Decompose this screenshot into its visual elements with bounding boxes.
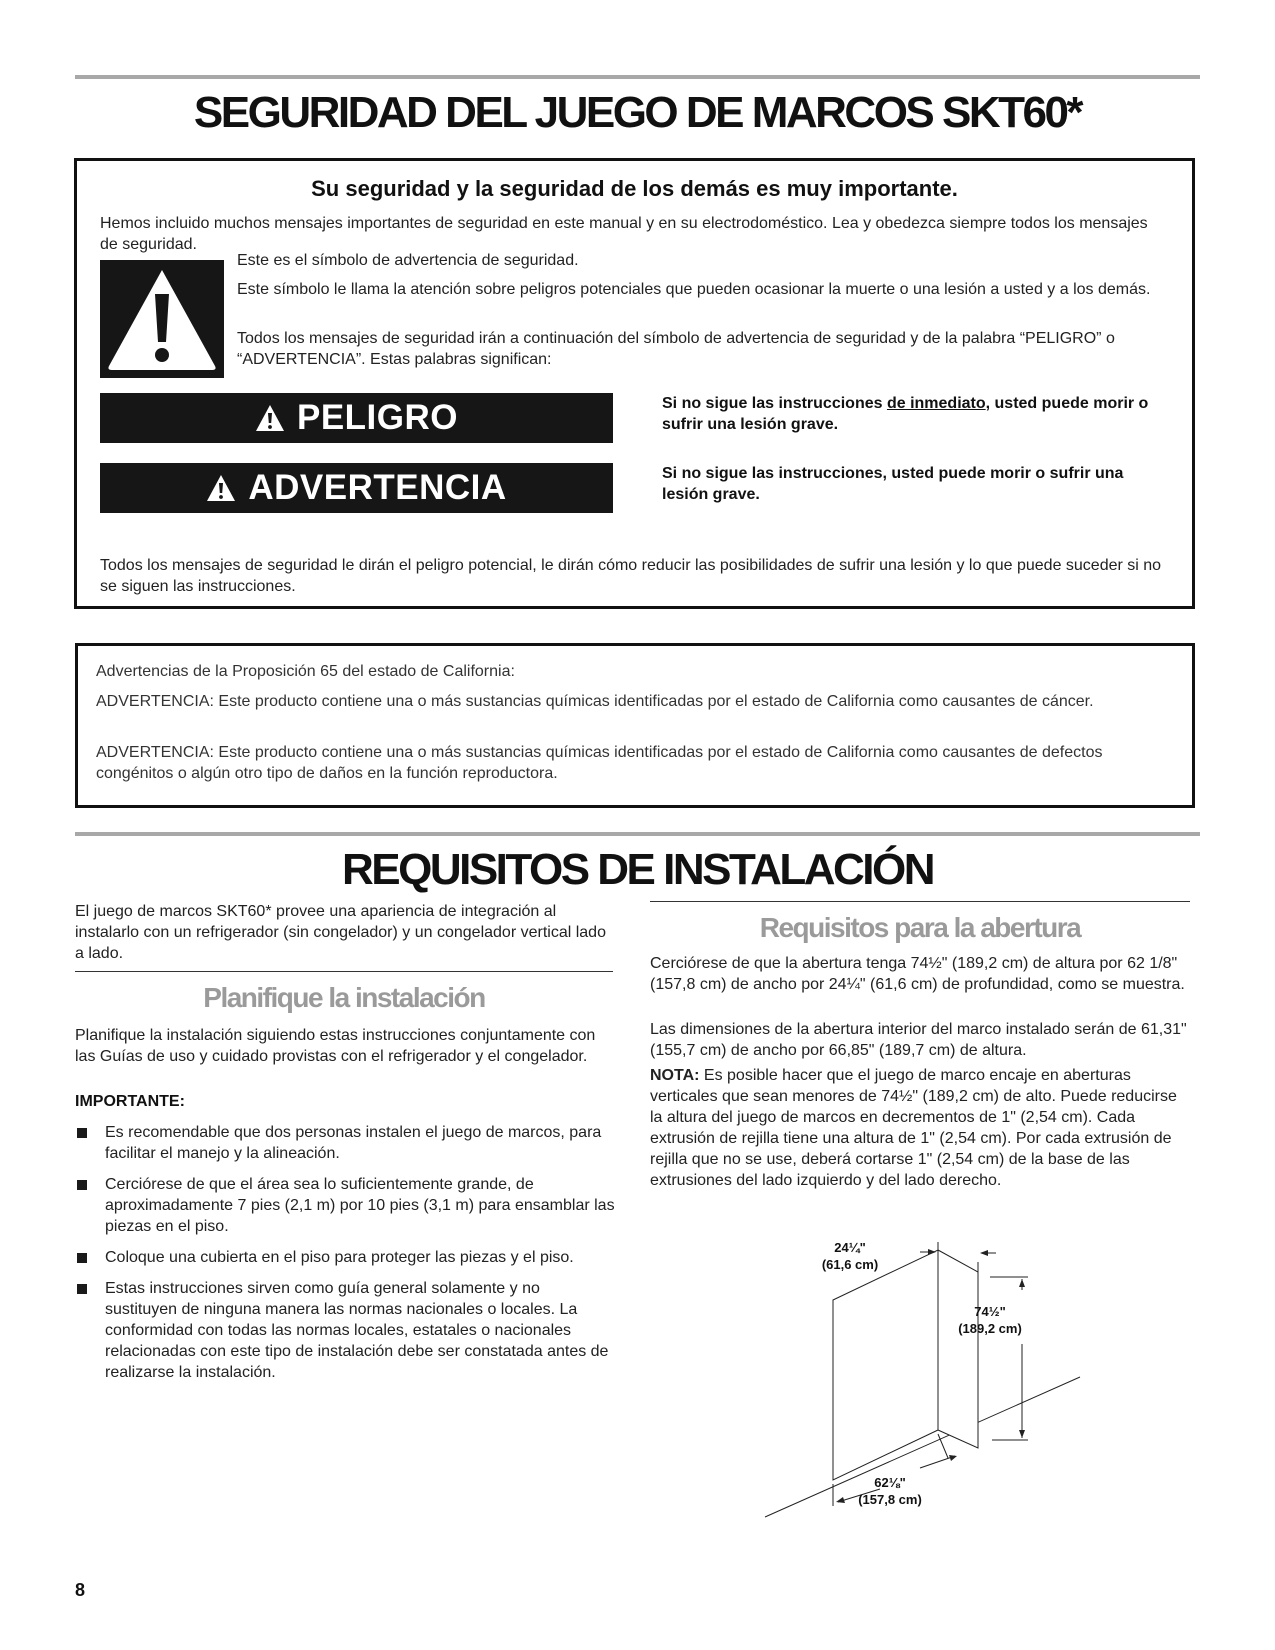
opening-dimensions-diagram (760, 1232, 1105, 1532)
prop65-box (75, 643, 1195, 808)
bullet-square-icon (77, 1128, 87, 1138)
bullet-square-icon (77, 1253, 87, 1263)
danger-alert-icon (255, 404, 285, 432)
danger-description (662, 393, 1167, 435)
bullet-square-icon (77, 1284, 87, 1294)
danger-desc-start: Si no sigue las instrucciones (662, 395, 887, 412)
opening-diagram-illustration (760, 1232, 1105, 1532)
prop65-title: Advertencias de la Proposición 65 del estado de California: (96, 663, 515, 680)
safety-footer: Todos los mensajes de seguridad le dirán el peligro potencial, le dirán cómo reducir las posibilidades de sufrir una lesión y lo que puede suceder si no se siguen las instrucciones. (100, 557, 1162, 595)
plan-heading: Planifique la instalación (203, 982, 485, 1013)
note-label: NOTA: (650, 1067, 700, 1084)
warning-alert-icon (206, 474, 236, 502)
danger-desc-end: , usted puede morir o sufrir una lesión grave. (662, 395, 1149, 433)
warning-signal-bar (100, 463, 613, 513)
right-column-rule (650, 901, 1190, 902)
left-column-rule (75, 971, 613, 972)
height-inches-label: 74½" (974, 1304, 1006, 1319)
warning-label: ADVERTENCIA (248, 468, 507, 507)
prop65-birth-warning: ADVERTENCIA: Este producto contiene una o más sustancias químicas identificadas por el estado de California como causantes de defectos congénitos o algún otro tipo de daños en la función reproductora. (96, 744, 1103, 782)
list-item-text: Coloque una cubierta en el piso para proteger las piezas y el piso. (105, 1249, 574, 1266)
page-number: 8 (75, 1580, 86, 1600)
list-item-text: Cerciórese de que el área sea lo suficientemente grande, de aproximadamente 7 pies (2,1 m) por 10 pies (3,1 m) para ensamblar las piezas en el piso. (105, 1176, 615, 1235)
symbol-follow-text: Todos los mensajes de seguridad irán a continuación del símbolo de advertencia de seguridad y de la palabra “PELIGRO” o “ADVERTENCIA”. Estas palabras significan: (237, 330, 1115, 368)
symbol-description: Este es el símbolo de advertencia de seguridad. (237, 252, 579, 269)
danger-desc-emphasis: de inmediato (886, 395, 986, 412)
list-item (75, 1174, 615, 1237)
plan-text: Planifique la instalación siguiendo estas instrucciones conjuntamente con las Guías de uso y cuidado provistas con el refrigerador y el congelador. (75, 1027, 596, 1065)
safety-intro: Hemos incluido muchos mensajes importantes de seguridad en este manual y en su electrodoméstico. Lea y obedezca siempre todos los mensajes de seguridad. (100, 215, 1148, 253)
list-item (75, 1122, 615, 1164)
important-list (75, 1122, 615, 1393)
prop65-cancer-warning: ADVERTENCIA: Este producto contiene una o más sustancias químicas identificadas por el estado de California como causantes de cáncer. (96, 693, 1094, 710)
opening-text: Cerciórese de que la abertura tenga 74½" (189,2 cm) de altura por 62 1/8" (157,8 cm) de ancho por 24¼" (61,6 cm) de profundidad, como se muestra. (650, 955, 1185, 993)
width-inches-label: 62⅛" (874, 1475, 906, 1490)
opening-heading: Requisitos para la abertura (759, 912, 1081, 943)
depth-cm-label: (61,6 cm) (821, 1257, 879, 1272)
depth-inches-label: 24¼" (834, 1240, 866, 1255)
list-item (75, 1278, 615, 1383)
installation-intro: El juego de marcos SKT60* provee una apariencia de integración al instalarlo con un refrigerador (sin congelador) y un congelador vertical lado a lado. (75, 903, 606, 962)
safety-box (74, 158, 1195, 609)
top-divider (75, 75, 1200, 79)
safety-section-title: SEGURIDAD DEL JUEGO DE MARCOS SKT60* (193, 88, 1082, 137)
installation-section-title: REQUISITOS DE INSTALACIÓN (341, 845, 934, 894)
list-item (75, 1247, 615, 1268)
interior-dimensions-text: Las dimensiones de la abertura interior del marco instalado serán de 61,31" (155,7 cm) de ancho por 66,85" (189,7 cm) de altura. (650, 1021, 1187, 1059)
danger-signal-bar (100, 393, 613, 443)
bullet-square-icon (77, 1180, 87, 1190)
symbol-attention-text: Este símbolo le llama la atención sobre peligros potenciales que pueden ocasionar la muerte o una lesión a usted y a los demás. (237, 281, 1151, 298)
note-text: Es posible hacer que el juego de marco encaje en aberturas verticales que sean menores de 74½" (189,2 cm) de alto. Puede reducirse la altura del juego de marcos en decrementos de 1" (2,54 cm). Cada extrusión de rejilla tiene una altura de 1" (2,54 cm). Por cada extrusión de rejilla que no se use, deberá cortarse 1" (2,54 cm) de la base de las extrusiones del lado izquierdo y del lado derecho. (650, 1067, 1177, 1189)
list-item-text: Estas instrucciones sirven como guía general solamente y no sustituyen de ninguna manera las normas nacionales o locales. La conformidad con todas las normas locales, estatales o nacionales relacionadas con este tipo de instalación debe ser constatada antes de realizarse la instalación. (105, 1280, 609, 1381)
safety-heading: Su seguridad y la seguridad de los demás es muy importante. (311, 176, 958, 201)
middle-divider (75, 832, 1200, 836)
important-label: IMPORTANTE: (75, 1093, 185, 1110)
note-paragraph (650, 1065, 1190, 1191)
warning-description: Si no sigue las instrucciones, usted puede morir o sufrir una lesión grave. (662, 465, 1124, 503)
safety-alert-icon (100, 260, 224, 378)
danger-label: PELIGRO (296, 398, 459, 437)
height-cm-label: (189,2 cm) (958, 1321, 1022, 1336)
width-cm-label: (157,8 cm) (858, 1492, 922, 1507)
list-item-text: Es recomendable que dos personas instalen el juego de marcos, para facilitar el manejo y la alineación. (105, 1124, 602, 1162)
